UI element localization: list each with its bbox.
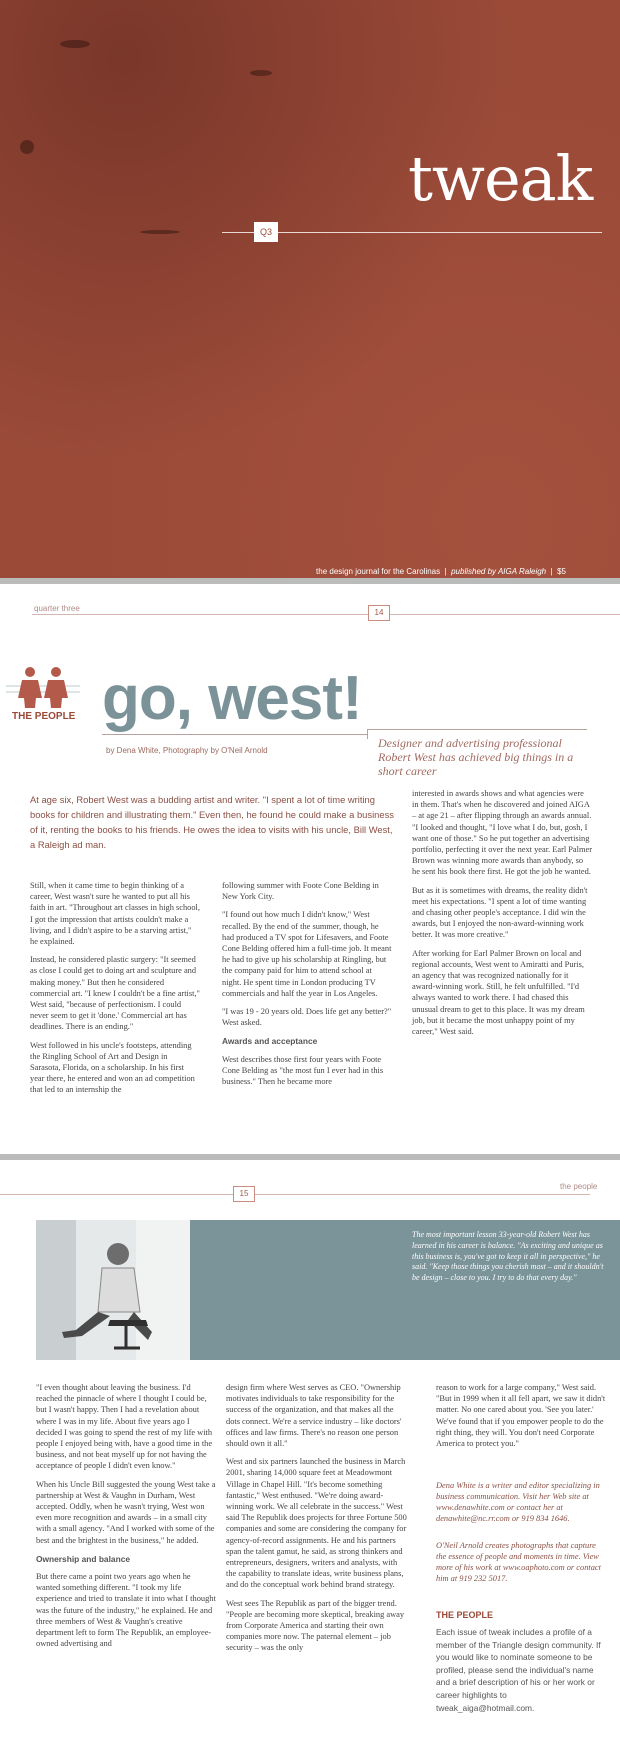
portrait-photo bbox=[36, 1220, 190, 1360]
paragraph: When his Uncle Bill suggested the young West take a partnership at West & Vaughn in Durham, West accepted. Oddly, when he wasn't trying, West won even more recognition and awards – in a small city with a small agency. "And I worked with some of the best and the brightest in the business," he added. bbox=[36, 1479, 216, 1545]
page-number: 15 bbox=[233, 1186, 255, 1202]
deck: Designer and advertising professional Robert West has achieved big things in a short career bbox=[378, 736, 574, 778]
running-head: quarter three bbox=[34, 604, 80, 613]
paragraph: West sees The Republik as part of the bigger trend. "People are becoming more skeptical, breaking away from Corporate America and starting their own companies more now. The paternal element – job security – was the only bbox=[226, 1598, 405, 1653]
author-bio: Dena White is a writer and editor specializing in business communication. Visit her Web site at www.denawhite.com or contact her at denawhite@nc.rr.com or 919 834 1646. bbox=[436, 1481, 600, 1523]
pull-quote: The most important lesson 33-year-old Robert West has learned in his career is balance. "As exciting and unique as this business is, you've got to keep it all in perspective," he said. "Keep those things you cherish most – and it shouldn't be design – close to you. I try to do that every day." bbox=[412, 1230, 604, 1283]
paragraph: But there came a point two years ago when he wanted something different. "I took my life experience and tried to translate it into what I thought was the future of the industry," he explained. He and three members of West & Vaughn's creative department left to form The Republik, an employee-owned advertising and bbox=[36, 1572, 216, 1649]
paragraph: Still, when it came time to begin thinking of a career, West wasn't sure he wanted to put all his faith in art. "Throughout art classes in high school, I got the impression that artists couldn't make a living, and I didn't aspire to be a starving artist," he explained. bbox=[30, 881, 200, 947]
header-rule bbox=[32, 614, 620, 615]
cover-rule bbox=[222, 232, 602, 233]
running-head: the people bbox=[560, 1182, 598, 1191]
header-rule bbox=[0, 1194, 590, 1195]
paragraph: Instead, he considered plastic surgery: "It seemed as close I could get to doing art and sculpture and making money." But then he considered commercial art. "I knew I couldn't be a fine artist," West said, "because of perfectionism. I could never seem to get it 'done.' Commercial art has deadlines. There is an ending." bbox=[30, 955, 200, 1032]
cover bbox=[0, 0, 620, 578]
paragraph: "I was 19 - 20 years old. Does life get any better?" West asked. bbox=[222, 1007, 392, 1028]
portrait-illustration bbox=[36, 1220, 190, 1360]
page-14 bbox=[0, 578, 620, 1154]
headline-rule bbox=[367, 729, 368, 739]
paragraph: interested in awards shows and what agencies were in them. That's when he discovered and joined AIGA – at age 21 – after flipping through an awards annual. "I looked and thought, "I love what I do, but, gosh, I want one of those." So he put together an advertising portfolio, perfecting it over the next year. Earl Palmer Brown was winning more awards than anybody, so he sent his book there first. He got the job he wanted. bbox=[412, 789, 592, 877]
cover-price: $5 bbox=[557, 567, 566, 576]
paragraph: design firm where West serves as CEO. "Ownership motivates individuals to take responsibility for the success of the organization, and that makes all the dots connect. We're a service industry – like doctors' offices and law firms. There's no reason one person should own it all." bbox=[226, 1383, 402, 1449]
lead-paragraph: At age six, Robert West was a budding artist and writer. "I spent a lot of time writing books for children and illustrating them." Even then, he found he could make a business of it, renting the books to his friends. He owes the idea to visits with his uncle, Bill West, a Raleigh ad man. bbox=[30, 794, 394, 850]
people-icon bbox=[6, 664, 80, 708]
article-column-3 bbox=[436, 1382, 606, 1456]
cover-tagline: the design journal for the Carolinas | published by AIGA Raleigh | $5 bbox=[316, 567, 566, 576]
paragraph: After working for Earl Palmer Brown on local and regional accounts, West went to Amiratti and Puris, an agency that was recognized nationally for it award-winning work. Still, he felt unfulfilled. "I'd always wanted to work there. I had chased this unusual dream to get to this place. It was my dream job, but it became the most unhappy point of my career," West said. bbox=[412, 948, 585, 1037]
headline: go, west! bbox=[102, 664, 362, 733]
cover-texture bbox=[250, 70, 272, 76]
paragraph: West followed in his uncle's footsteps, attending the Ringling School of Art and Design in Sarasota, Florida, on a scholarship. In his first year there, he entered and won an ad competition that led to an internship the bbox=[30, 1040, 195, 1095]
page-15 bbox=[0, 1154, 620, 1743]
headline-rule bbox=[102, 734, 367, 735]
paragraph: But as it is sometimes with dreams, the reality didn't meet his expectations. "I spent a lot of time wanting and chasing other people's acceptance. I did win the awards, but I enjoyed the non-award-winning work better. It was more creative." bbox=[412, 885, 588, 940]
paragraph: West describes those first four years with Foote Cone Belding as "the most fun I ever had in this business." Then he became more bbox=[222, 1054, 384, 1087]
subheading: Ownership and balance bbox=[36, 1553, 131, 1564]
cover-texture bbox=[20, 140, 34, 154]
byline: by Dena White, Photography by O'Neil Arnold bbox=[106, 746, 268, 755]
article-column-2 bbox=[222, 880, 392, 1094]
people-box-text: Each issue of tweak includes a profile of a member of the Triangle design community. If you would like to nominate someone to be profiled, please send the individual's name and a brief description of his or her work or career highlights to tweak_aiga@hotmail.com. bbox=[436, 1627, 601, 1713]
cover-tagline-text: the design journal for the Carolinas bbox=[316, 567, 441, 576]
subheading: Awards and acceptance bbox=[222, 1036, 318, 1047]
people-box-title: THE PEOPLE bbox=[436, 1610, 494, 1620]
article-column-1 bbox=[30, 880, 200, 1103]
photographer-bio: O'Neil Arnold creates photographs that capture the essence of people and moments in time. View more of his work at www.oaphoto.com or contact him at 919 232 5017. bbox=[436, 1541, 601, 1583]
page-number: 14 bbox=[368, 605, 390, 621]
paragraph: following summer with Foote Cone Belding in New York City. bbox=[222, 881, 379, 902]
cover-texture bbox=[60, 40, 90, 48]
paragraph: reason to work for a large company," West said. "But in 1999 when it all fell apart, we saw it didn't matter. No one cared about you. 'See you later.' We've found that if you empower people to do the right thing, they will. You don't need Corporate America to protect you." bbox=[436, 1383, 606, 1449]
cover-logo: tweak bbox=[408, 142, 593, 215]
paragraph: West and six partners launched the business in March 2001, sharing 14,000 square feet at Meadowmont Village in Chapel Hill. "It's become something fantastic," West enthused. "We're doing award-winning work. We all celebrate in the success." West said The Republik does projects for three Fortune 500 companies and some are considering the company for agency-of-record assignments. He and his partners span the talent gamut, he said, as strong thinkers and entrepreneurs, designers, writers and analysts, with the capability to translate ideas, write business plans, and do the conceptual work behind brand strategy. bbox=[226, 1457, 407, 1590]
paragraph: "I found out how much I didn't know," West recalled. By the end of the summer, though, he had produced a TV spot for Lifesavers, and Foote Cone Belding offered him a full-time job. It meant he had to give up his scholarship at Ringling, but the company paid for him to attend school at night. He spent time in London producing TV commercials and half the year in Los Angeles. bbox=[222, 910, 392, 998]
cover-texture bbox=[140, 230, 180, 234]
article-column-3 bbox=[412, 788, 592, 1044]
cover-publisher: published by AIGA Raleigh bbox=[451, 567, 547, 576]
article-column-2 bbox=[226, 1382, 408, 1661]
paragraph: "I even thought about leaving the business. I'd reached the pinnacle of where I thought I could be, but I wasn't happy. Then I had a revelation about where I was in my life. About five years ago I decided I was going to spend the rest of my life with people I enjoyed being with, have a good time in the business, and not beat myself up for not having the acceptance of people I didn't even know." bbox=[36, 1383, 213, 1471]
article-column-1 bbox=[36, 1382, 216, 1656]
section-label: THE PEOPLE bbox=[12, 711, 76, 722]
cover-quarter-box: Q3 bbox=[254, 222, 278, 242]
headline-rule bbox=[367, 729, 587, 730]
